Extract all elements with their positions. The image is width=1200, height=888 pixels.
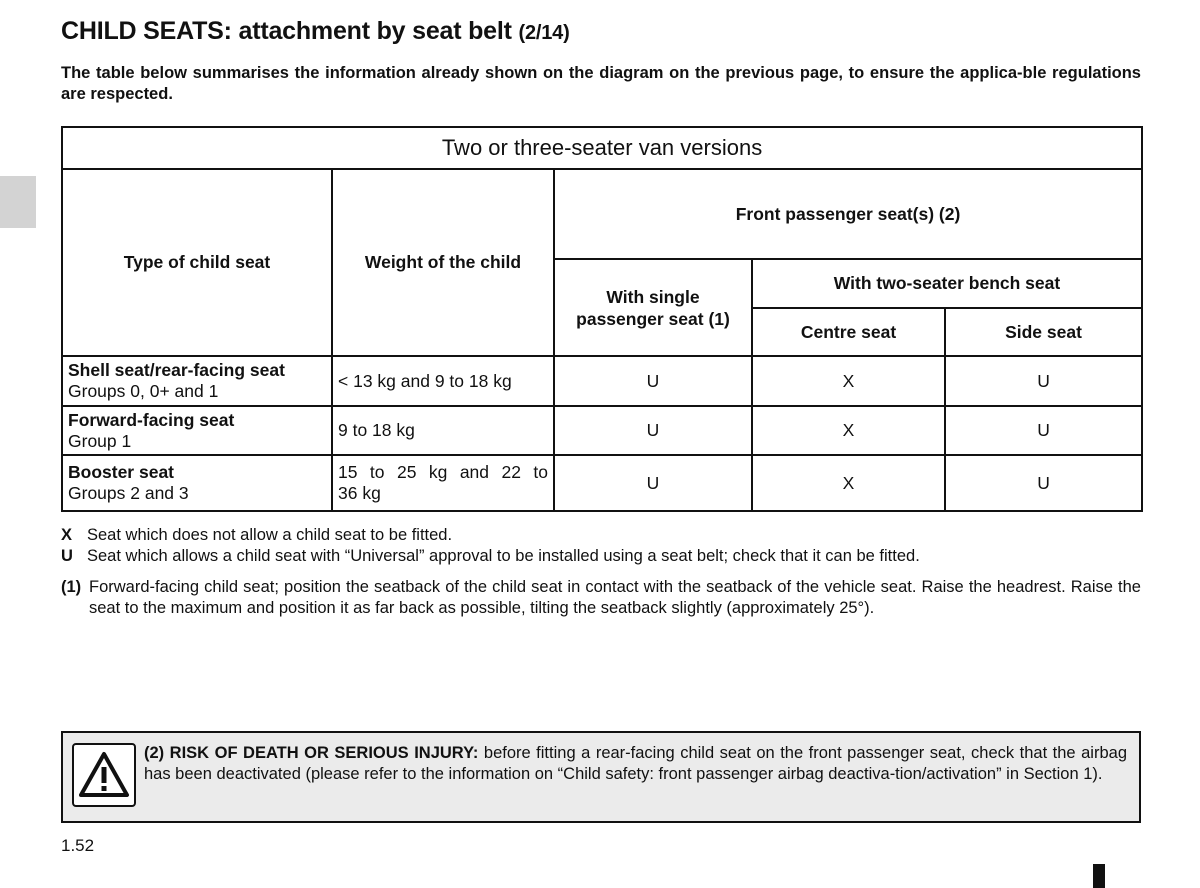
cell-side: U: [945, 455, 1142, 511]
legend-item: X Seat which does not allow a child seat to be fitted.: [61, 526, 453, 544]
cell-side: U: [945, 406, 1142, 455]
row-label: Forward-facing seat Group 1: [62, 406, 332, 455]
header-side-seat: Side seat: [945, 308, 1142, 356]
row-weight: 15 to 25 kg and 22 to 36 kg: [332, 455, 554, 511]
chapter-side-tab: [0, 176, 36, 228]
cell-centre: X: [752, 455, 945, 511]
table-row: [62, 455, 1142, 511]
row-label: Booster seat Groups 2 and 3: [62, 455, 332, 511]
cell-single: U: [554, 406, 752, 455]
child-seat-table: [61, 126, 1143, 512]
table-row: [62, 406, 1142, 455]
header-type: Type of child seat: [62, 169, 332, 356]
table-row: [62, 356, 1142, 406]
header-bench-seat: With two-seater bench seat: [752, 259, 1142, 308]
cell-centre: X: [752, 356, 945, 406]
page-number: 1.52: [61, 836, 95, 855]
row-weight: 9 to 18 kg: [332, 406, 554, 455]
warning-box: [61, 731, 1141, 823]
page-title-part: (2/14): [518, 22, 570, 44]
cell-side: U: [945, 356, 1142, 406]
intro-paragraph: The table below summarises the information already shown on the diagram on the previous page, to ensure the applica-ble regulations are respected.: [61, 64, 1141, 103]
notes-section: [61, 525, 1141, 619]
warning-triangle-icon: [72, 743, 136, 807]
header-weight: Weight of the child: [332, 169, 554, 356]
legend-item: U Seat which allows a child seat with “Universal” approval to be installed using a seat belt; check that it can be fitted.: [61, 547, 920, 565]
cell-centre: X: [752, 406, 945, 455]
row-weight: < 13 kg and 9 to 18 kg: [332, 356, 554, 406]
header-single-seat: With single passenger seat (1): [554, 259, 752, 356]
footnote: (1) Forward-facing child seat; position the seatback of the child seat in contact with the seatback of the vehicle seat. Raise the headrest. Raise the seat to the maximum and position it as far back as possible, tilting the seatback slightly (approximately 25°).: [61, 578, 1141, 617]
table-title: Two or three-seater van versions: [62, 127, 1142, 169]
cell-single: U: [554, 356, 752, 406]
page-title: CHILD SEATS: attachment by seat belt (2/14): [61, 17, 570, 45]
cell-single: U: [554, 455, 752, 511]
header-centre-seat: Centre seat: [752, 308, 945, 356]
page-edge-mark: [1093, 864, 1105, 888]
warning-text: (2) RISK OF DEATH OR SERIOUS INJURY: before fitting a rear-facing child seat on the front passenger seat, check that the airbag has been deactivated (please refer to the information on “Child safety: front passenger airbag deactiva-tion/activation” in Section 1).: [144, 744, 1127, 783]
row-label: Shell seat/rear-facing seat Groups 0, 0+ and 1: [62, 356, 332, 406]
header-front-passenger: Front passenger seat(s) (2): [554, 169, 1142, 259]
